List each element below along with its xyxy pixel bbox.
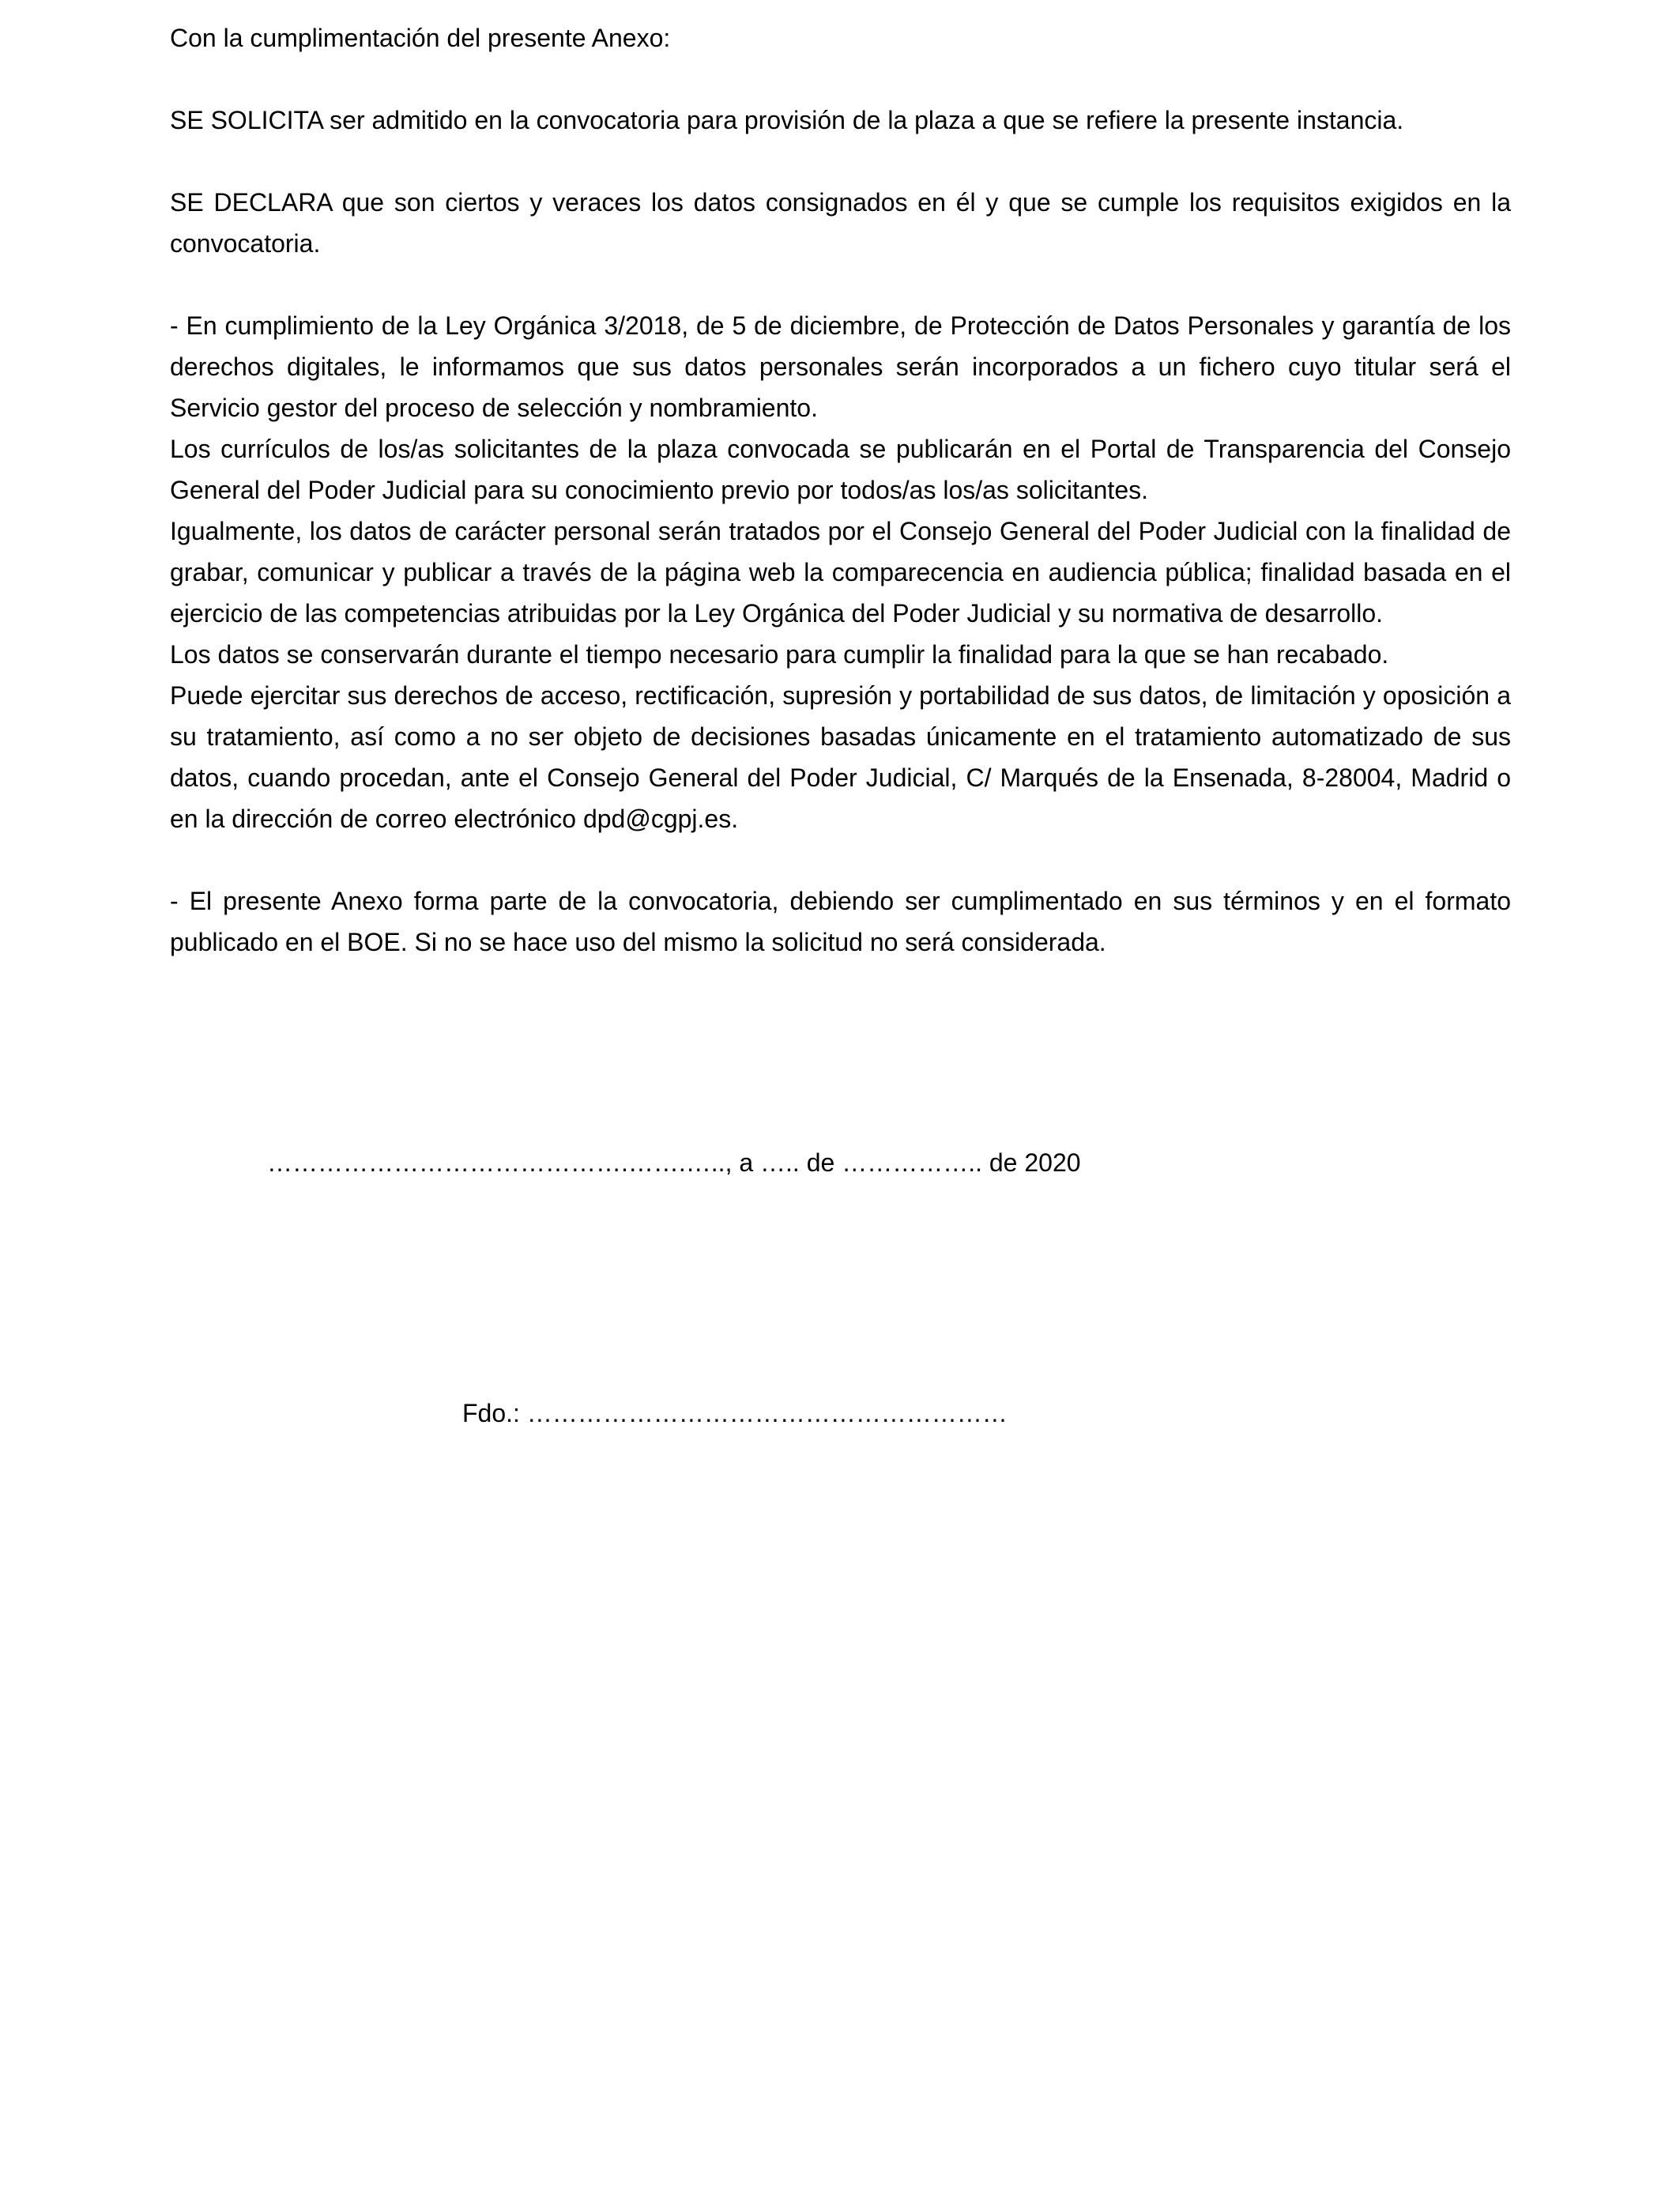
intro-paragraph: Con la cumplimentación del presente Anexo: [170, 24, 671, 52]
place-date-line: …………………………………….…….….., a ….. de …………….. de 2020 [267, 1148, 1081, 1177]
anexo-note-paragraph: - El presente Anexo forma parte de la convocatoria, debiendo ser cumplimentado en sus términos y en el formato publicado en el BOE. Si no se hace uso del mismo la solicitud no será considerada. [170, 887, 1511, 956]
document-body [170, 17, 1511, 1004]
declara-paragraph: SE DECLARA que son ciertos y veraces los datos consignados en él y que se cumple los requisitos exigidos en la convocatoria. [170, 188, 1511, 258]
data-protection-paragraph: Igualmente, los datos de carácter personal serán tratados por el Consejo General del Poder Judicial con la finalidad de grabar, comunicar y publicar a través de la página web la comparecencia en audiencia pública; finalidad basada en el ejercicio de las competencias atribuidas por la Ley Orgánica del Poder Judicial y su normativa de desarrollo. [170, 517, 1511, 628]
data-protection-paragraph: Los datos se conservarán durante el tiempo necesario para cumplir la finalidad para la que se han recabado. [170, 640, 1389, 669]
data-protection-paragraph: Puede ejercitar sus derechos de acceso, rectificación, supresión y portabilidad de sus datos, de limitación y oposición a su tratamiento, así como a no ser objeto de decisiones basadas únicamente en el tratamiento automatizado de sus datos, cuando procedan, ante el Consejo General del Poder Judicial, C/ Marqués de la Ensenada, 8-28004, Madrid o en la dirección de correo electrónico dpd@cgpj.es. [170, 681, 1511, 833]
data-protection-paragraph: - En cumplimiento de la Ley Orgánica 3/2018, de 5 de diciembre, de Protección de Datos Personales y garantía de los derechos digitales, le informamos que sus datos personales serán incorporados a un fichero cuyo titular será el Servicio gestor del proceso de selección y nombramiento. [170, 311, 1511, 422]
solicita-paragraph: SE SOLICITA ser admitido en la convocatoria para provisión de la plaza a que se refiere la presente instancia. [170, 106, 1404, 134]
signature-line: Fdo.: ………………………………………………… [462, 1399, 1008, 1427]
data-protection-paragraph: Los currículos de los/as solicitantes de la plaza convocada se publicarán en el Portal de Transparencia del Consejo General del Poder Judicial para su conocimiento previo por todos/as los/as solicitantes. [170, 435, 1511, 504]
data-protection-section [170, 305, 1511, 839]
